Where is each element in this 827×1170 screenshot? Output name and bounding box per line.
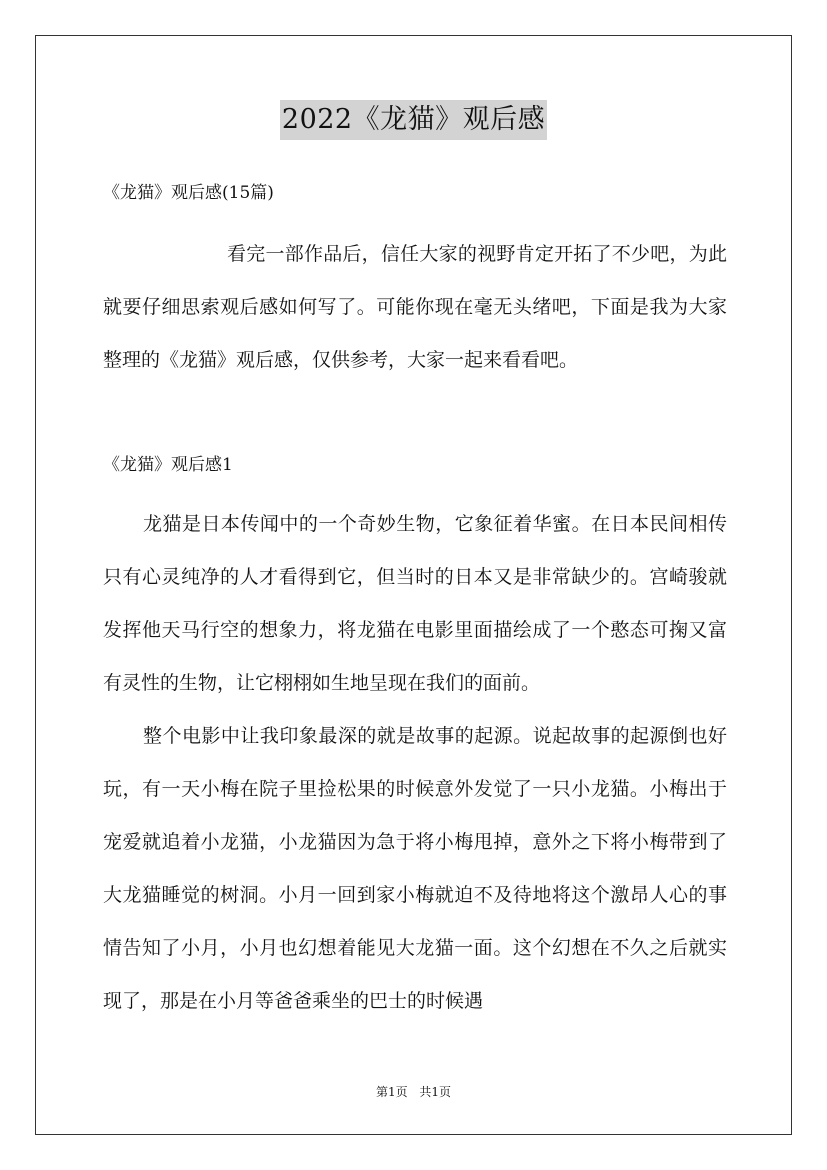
page-total: 共1页 [419, 1085, 452, 1099]
document-subtitle: 《龙猫》观后感(15篇) [103, 183, 274, 203]
page-footer [0, 1083, 827, 1101]
intro-paragraph: 看完一部作品后，信任大家的视野肯定开拓了不少吧，为此就要仔细思索观后感如何写了。可能你现在毫无头绪吧，下面是我为大家整理的《龙猫》观后感，仅供参考，大家一起来看看吧。 [103, 243, 727, 371]
document-title: 2022《龙猫》观后感 [280, 100, 547, 140]
title-wrapper [0, 100, 827, 140]
body-text [103, 498, 727, 1028]
body-paragraph-1: 龙猫是日本传闻中的一个奇妙生物，它象征着华蜜。在日本民间相传只有心灵纯净的人才看得到它，但当时的日本又是非常缺少的。宫崎骏就发挥他天马行空的想象力，将龙猫在电影里面描绘成了一个憨态可掬又富有灵性的生物，让它栩栩如生地呈现在我们的面前。 [103, 513, 727, 694]
body-paragraph-2: 整个电影中让我印象最深的就是故事的起源。说起故事的起源倒也好玩，有一天小梅在院子里捡松果的时候意外发觉了一只小龙猫。小梅出于宠爱就追着小龙猫，小龙猫因为急于将小梅甩掉，意外之下将小梅带到了大龙猫睡觉的树洞。小月一回到家小梅就迫不及待地将这个激昂人心的事情告知了小月，小月也幻想着能见大龙猫一面。这个幻想在不久之后就实现了，那是在小月等爸爸乘坐的巴士的时候遇 [103, 725, 727, 1012]
page-number: 第1页 [375, 1085, 408, 1099]
section-heading: 《龙猫》观后感1 [103, 455, 233, 475]
